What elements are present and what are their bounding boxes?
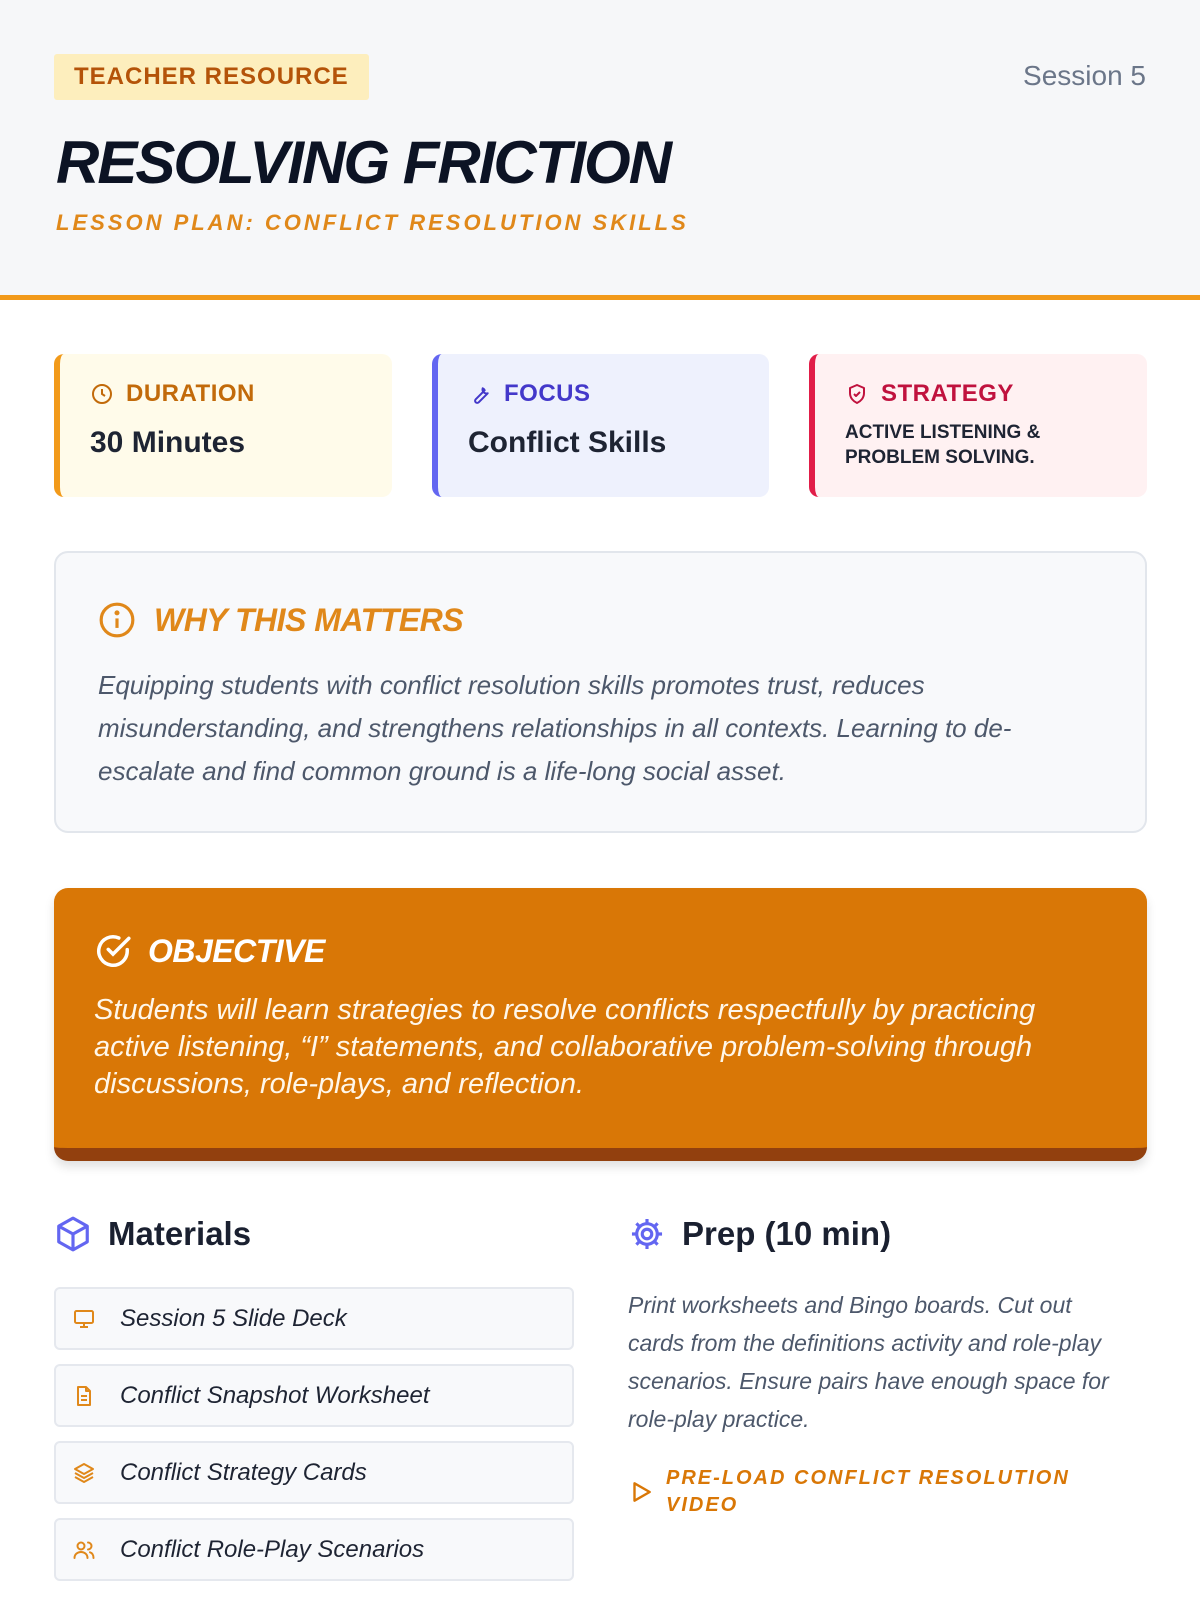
list-item (54, 1287, 574, 1350)
gear-icon (628, 1215, 666, 1253)
monitor-icon (72, 1307, 96, 1331)
prep-title: Prep (10 min) (682, 1215, 892, 1252)
objective-title: OBJECTIVE (148, 932, 325, 969)
strategy-card (809, 354, 1147, 497)
focus-value: Conflict Skills (468, 426, 667, 459)
materials-title: Materials (108, 1215, 252, 1252)
prep-heading (628, 1215, 891, 1253)
preload-video-label: PRE-LOAD CONFLICT RESOLUTION VIDEO (666, 1467, 1070, 1516)
page-title: RESOLVING FRICTION (56, 129, 671, 196)
materials-list (54, 1287, 574, 1595)
why-title: WHY THIS MATTERS (154, 601, 464, 638)
objective-body: Students will learn strategies to resolve conflicts respectfully by practicing active listening, “I” statements, and collaborative problem-solving through discussions, role-plays, and reflection. (94, 994, 1036, 1100)
session-label: Session 5 (1023, 60, 1146, 91)
wrench-icon (468, 382, 492, 406)
header (0, 0, 1200, 300)
material-label: Conflict Strategy Cards (120, 1458, 367, 1486)
duration-value: 30 Minutes (90, 426, 246, 459)
materials-heading (54, 1215, 251, 1253)
material-label: Conflict Role-Play Scenarios (120, 1535, 425, 1563)
strategy-value: ACTIVE LISTENING & PROBLEM SOLVING. (845, 422, 1041, 468)
play-icon (628, 1479, 654, 1505)
list-item (54, 1364, 574, 1427)
focus-card (432, 354, 769, 497)
why-body: Equipping students with conflict resolution skills promotes trust, reduces misunderstanding, and strengthens relationships in all contexts. Learning to de-escalate and find common ground is a life-long social asset. (98, 670, 1012, 786)
document-icon (72, 1384, 96, 1408)
shield-check-icon (845, 382, 869, 406)
material-label: Conflict Snapshot Worksheet (120, 1381, 430, 1409)
info-icon (98, 601, 136, 639)
layers-icon (72, 1461, 96, 1485)
duration-label: DURATION (126, 380, 255, 407)
list-item (54, 1518, 574, 1581)
list-item (54, 1441, 574, 1504)
check-circle-icon (94, 932, 132, 970)
objective-box (54, 888, 1147, 1161)
prep-body: Print worksheets and Bingo boards. Cut out cards from the definitions activity and role-play scenarios. Ensure pairs have enough space for role-play practice. (628, 1292, 1109, 1432)
why-this-matters-box (54, 551, 1147, 833)
users-icon (72, 1538, 96, 1562)
duration-card (54, 354, 392, 497)
strategy-label: STRATEGY (881, 380, 1014, 407)
material-label: Session 5 Slide Deck (120, 1304, 347, 1332)
resource-tag: TEACHER RESOURCE (54, 54, 369, 100)
clock-icon (90, 382, 114, 406)
preload-video-link[interactable] (628, 1465, 1086, 1519)
cube-icon (54, 1215, 92, 1253)
focus-label: FOCUS (504, 380, 591, 407)
page-subtitle: LESSON PLAN: CONFLICT RESOLUTION SKILLS (56, 210, 689, 235)
